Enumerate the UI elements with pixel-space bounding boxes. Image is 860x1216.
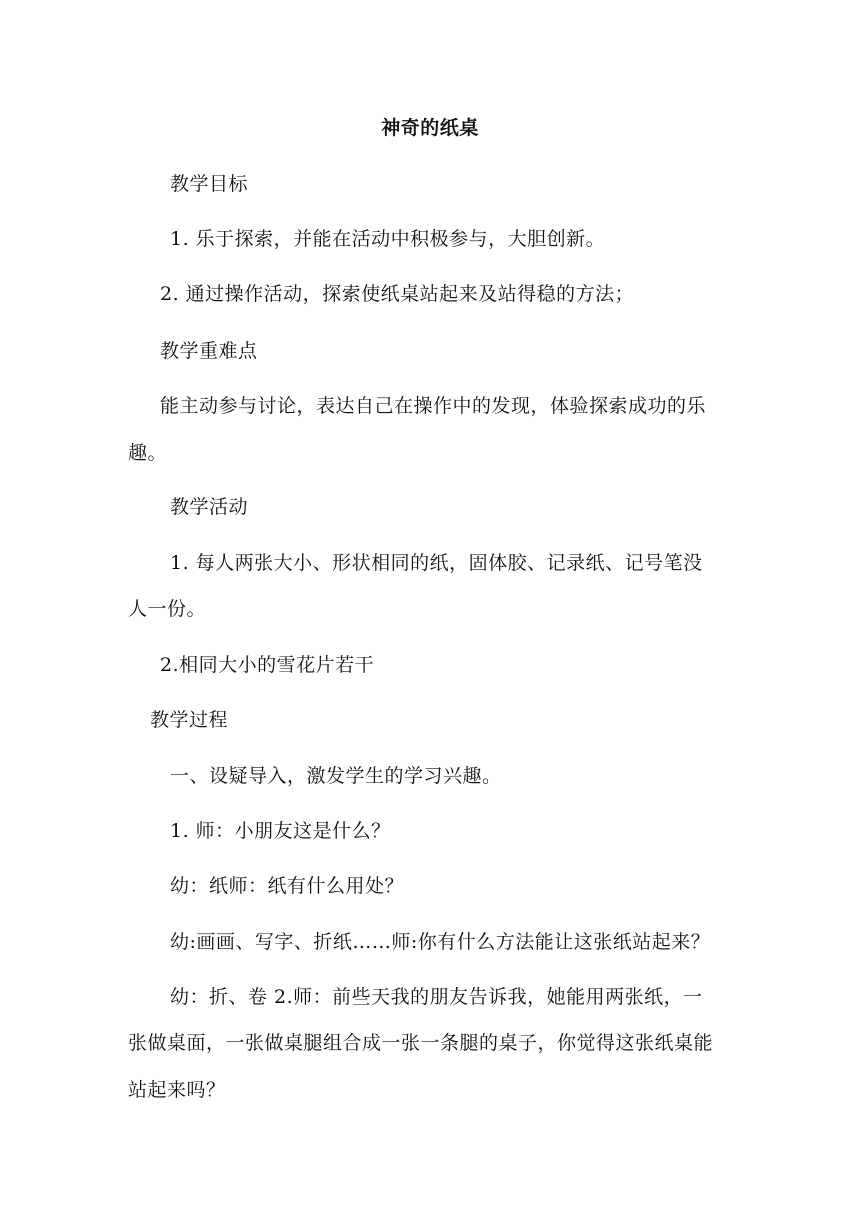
key-points-text-line-1: 能主动参与讨论，表达自己在操作中的发现，体验探索成功的乐 xyxy=(160,395,707,417)
key-points-text-line-2: 趣。 xyxy=(128,442,168,464)
activity-item-2: 2.相同大小的雪花片若干 xyxy=(160,654,375,676)
process-step-1: 一、设疑导入，激发学生的学习兴趣。 xyxy=(170,765,502,787)
activity-item-1-line-2: 人一份。 xyxy=(128,598,207,620)
dialogue-line-4-part-3: 站起来吗？ xyxy=(128,1079,226,1101)
document-title: 神奇的纸桌 xyxy=(381,117,479,139)
section-heading-objectives: 教学目标 xyxy=(170,173,249,195)
section-heading-activities: 教学活动 xyxy=(170,496,249,518)
dialogue-line-2: 幼：纸师：纸有什么用处？ xyxy=(170,875,405,897)
dialogue-line-4-part-1: 幼：折、卷 2.师：前些天我的朋友告诉我，她能用两张纸，一 xyxy=(170,986,703,1008)
dialogue-line-1: 1. 师：小朋友这是什么？ xyxy=(170,820,391,842)
section-heading-process: 教学过程 xyxy=(150,709,229,731)
objective-item-1: 1. 乐于探索，并能在活动中积极参与，大胆创新。 xyxy=(170,228,606,250)
objective-item-2: 2. 通过操作活动，探索使纸桌站起来及站得稳的方法； xyxy=(160,283,635,305)
dialogue-line-3: 幼:画画、写字、折纸……师:你有什么方法能让这张纸站起来？ xyxy=(170,931,711,953)
activity-item-1-line-1: 1. 每人两张大小、形状相同的纸，固体胶、记录纸、记号笔没 xyxy=(170,552,703,574)
dialogue-line-4-part-2: 张做桌面，一张做桌腿组合成一张一条腿的桌子，你觉得这张纸桌能 xyxy=(128,1032,714,1054)
section-heading-key-points: 教学重难点 xyxy=(160,340,258,362)
